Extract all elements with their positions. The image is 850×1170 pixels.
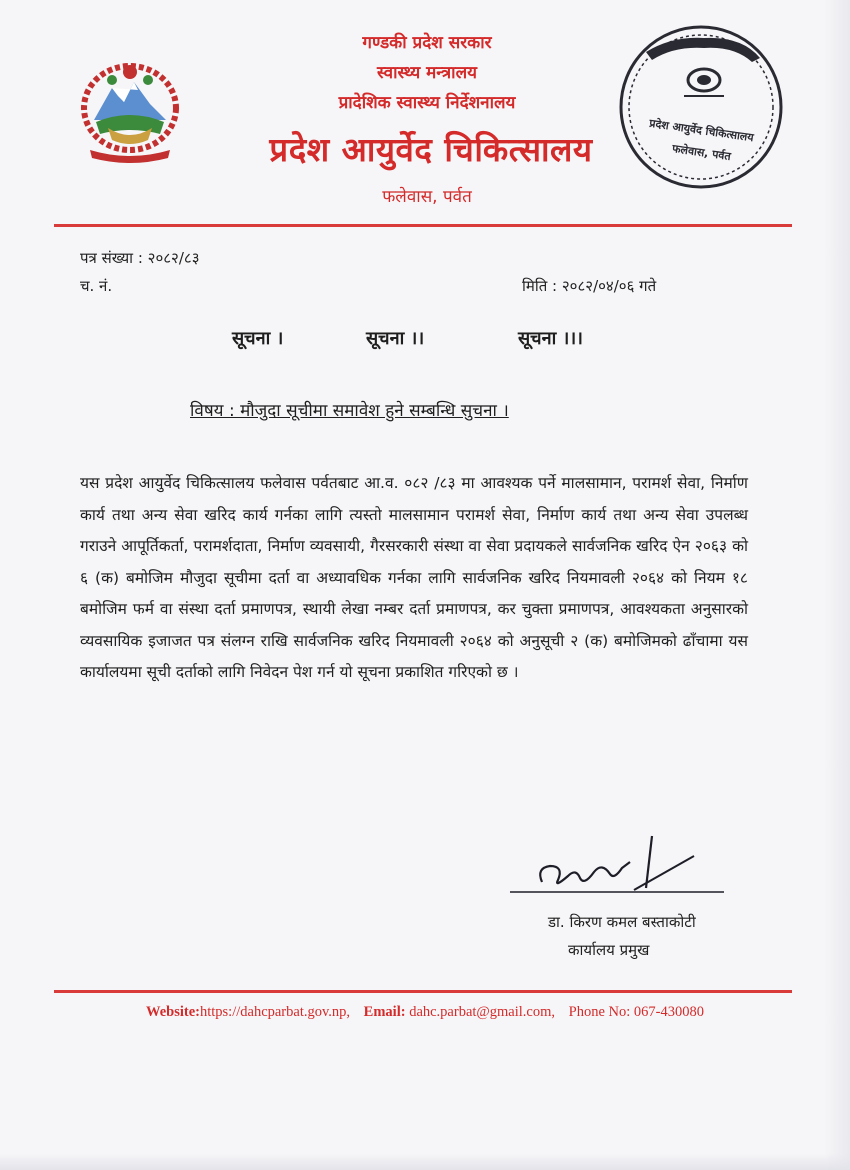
notice-heading-1: सूचना । bbox=[232, 328, 284, 349]
stamp-line-1: प्रदेश आयुर्वेद चिकित्सालय bbox=[648, 116, 755, 145]
scan-edge-shadow bbox=[824, 0, 850, 1170]
letter-date: मिति : २०८२/०४/०६ गते bbox=[522, 277, 657, 295]
header-divider bbox=[54, 224, 792, 227]
directorate-name: प्रादेशिक स्वास्थ्य निर्देशनालय bbox=[338, 93, 516, 113]
website-link[interactable]: https://dahcparbat.gov.np, bbox=[199, 1004, 351, 1020]
notice-heading-3: सूचना ।।। bbox=[518, 328, 583, 349]
phone-number: Phone No: 067-430080 bbox=[568, 1004, 704, 1020]
office-name: प्रदेश आयुर्वेद चिकित्सालय bbox=[269, 130, 593, 169]
office-stamp-icon bbox=[612, 18, 790, 196]
contact-footer bbox=[0, 1004, 850, 1021]
subject-line: विषय : मौजुदा सूचीमा समावेश हुने सम्बन्धि सुचना । bbox=[190, 401, 509, 421]
stamp-line-2: फलेवास, पर्वत bbox=[671, 141, 732, 164]
ministry-name: स्वास्थ्य मन्त्रालय bbox=[377, 63, 477, 83]
website-label: Website: bbox=[146, 1004, 200, 1020]
government-name: गण्डकी प्रदेश सरकार bbox=[362, 33, 492, 53]
signatory-title: कार्यालय प्रमुख bbox=[568, 941, 650, 959]
dispatch-number: च. नं. bbox=[80, 277, 113, 295]
email-label: Email: bbox=[363, 1004, 406, 1020]
signature-icon bbox=[506, 832, 736, 902]
reference-number: पत्र संख्या : २०८२/८३ bbox=[80, 249, 200, 267]
email-link[interactable]: dahc.parbat@gmail.com, bbox=[409, 1004, 556, 1020]
office-location: फलेवास, पर्वत bbox=[382, 187, 472, 207]
signatory-name: डा. किरण कमल बस्ताकोटी bbox=[548, 913, 696, 931]
footer-divider bbox=[54, 990, 792, 993]
notice-heading-2: सूचना ।। bbox=[366, 328, 425, 349]
scan-bottom-shadow bbox=[0, 1154, 850, 1170]
notice-body: यस प्रदेश आयुर्वेद चिकित्सालय फलेवास पर्वतबाट आ.व. ०८२ /८३ मा आवश्यक पर्ने मालसामान, परामर्श सेवा, निर्माण कार्य तथा अन्य सेवा खरिद कार्य गर्नका लागि त्यस्तो मालसामान परामर्श सेवा, निर्माण कार्य तथा अन्य सेवा उपलब्ध गराउने आपूर्तिकर्ता, परामर्शदाता, निर्माण व्यवसायी, गैरसरकारी संस्था वा सेवा प्रदायकले सार्वजनिक खरिद ऐन २०६३ को ६ (क) बमोजिम मौजुदा सूचीमा दर्ता वा अध्यावधिक गर्नका लागि सार्वजनिक खरिद नियमावली २०६४ को नियम १८ बमोजिम फर्म वा संस्था दर्ता प्रमाणपत्र, स्थायी लेखा नम्बर दर्ता प्रमाणपत्र, कर चुक्ता प्रमाणपत्र, आवश्यकता अनुसारको व्यवसायिक इजाजत पत्र संलग्न राखि सार्वजनिक खरिद नियमावली २०६४ को अनुसूची २ (क) बमोजिमको ढाँचामा यस कार्यालयमा सूची दर्ताको लागि निवेदन पेश गर्न यो सूचना प्रकाशित गरिएको छ । bbox=[80, 474, 748, 681]
